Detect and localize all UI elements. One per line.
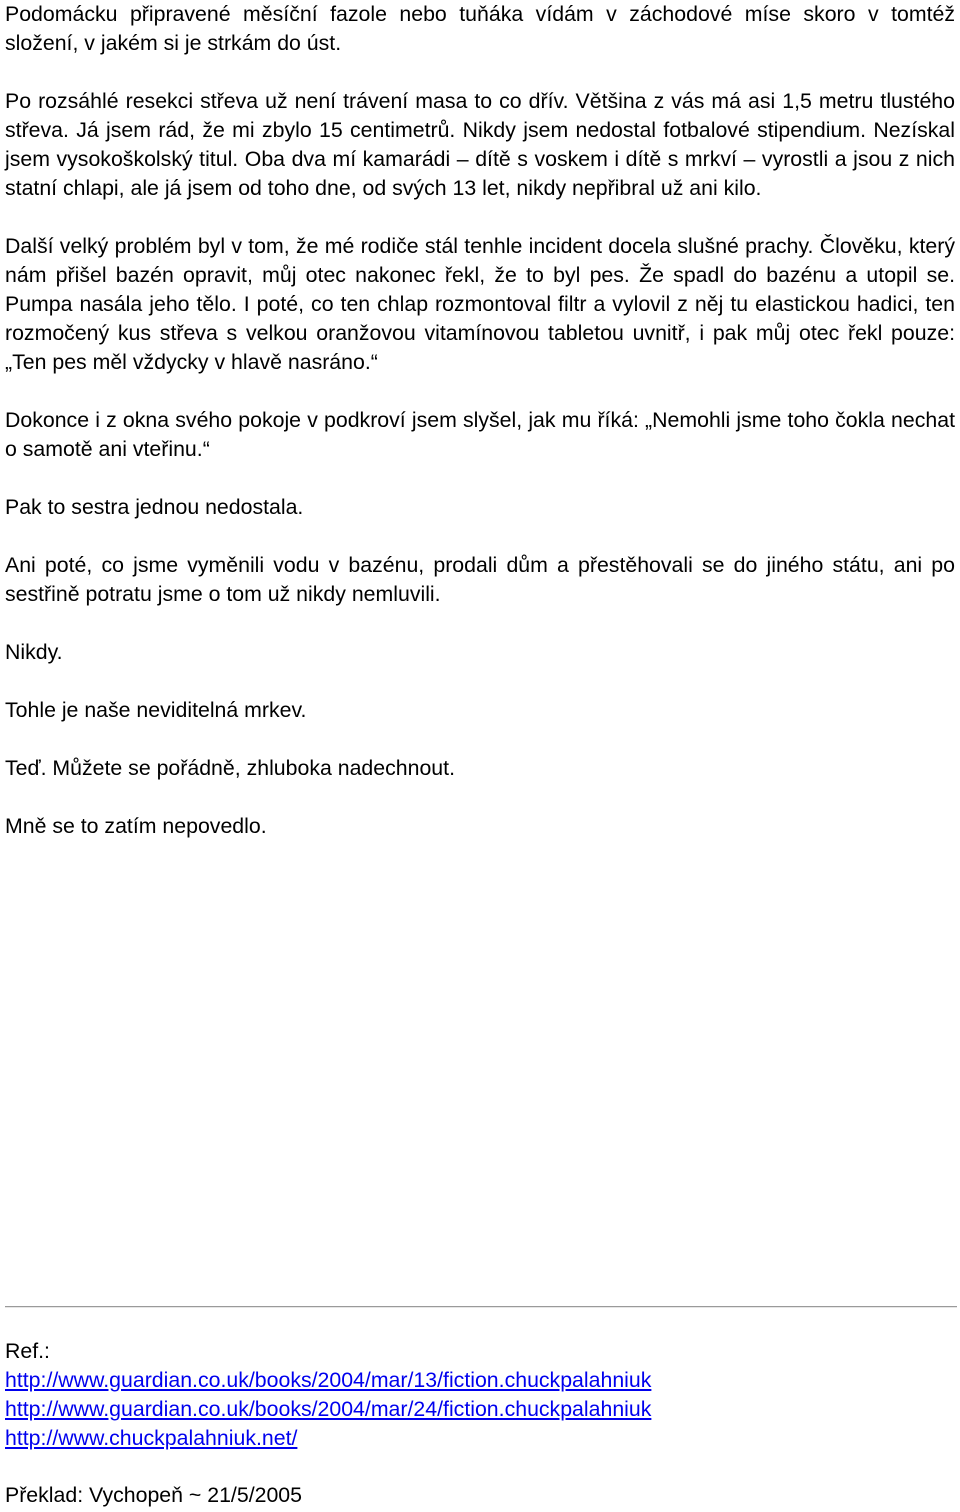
paragraph-bazen: Ani poté, co jsme vyměnili vodu v bazénu, prodali dům a přestěhovali se do jiného státu, ani po sestřině potratu jsme o tom už nikdy nemluvili. xyxy=(5,553,955,606)
reference-link-chuckpalahniuk[interactable]: http://www.chuckpalahniuk.net/ xyxy=(5,1426,298,1450)
paragraph-problem: Další velký problém byl v tom, že mé rodiče stál tenhle incident docela slušné prachy. Člověku, který nám přišel bazén opravit, můj otec nakonec řekl, že to byl pes. Že spadl do bazénu a utopil se. Pumpa nasála jeho tělo. I poté, co ten chlap rozmontoval filtr a vylovil z něj tu elastickou hadici, ten rozmočený kus střeva s velkou oranžovou vitamínovou tabletou uvnitř, i pak můj otec řekl pouze: „Ten pes měl vždycky v hlavě nasráno.“ xyxy=(5,234,955,374)
references-label: Ref.: xyxy=(5,1339,50,1363)
reference-link-guardian-mar13[interactable]: http://www.guardian.co.uk/books/2004/mar/13/fiction.chuckpalahniuk xyxy=(5,1368,652,1392)
paragraph-resekce: Po rozsáhlé resekci střeva už není trávení masa to co dřív. Většina z vás má asi 1,5 metru tlustého střeva. Já jsem rád, že mi zbylo 15 centimetrů. Nikdy jsem nedostal fotbalové stipendium. Nezískal jsem vysokoškolský titul. Oba dva mí kamarádi – dítě s voskem i dítě s mrkví – vyrostli a jsou z nich statní chlapi, ale já jsem od toho dne, od svých 13 let, nikdy nepřibral už ani kilo. xyxy=(5,89,955,200)
paragraph-gap xyxy=(5,377,955,406)
reference-link-guardian-mar24[interactable]: http://www.guardian.co.uk/books/2004/mar/24/fiction.chuckpalahniuk xyxy=(5,1397,652,1421)
paragraph-gap xyxy=(5,783,955,812)
paragraph-fazole: Podomácku připravené měsíční fazole nebo tuňáka vídám v záchodové míse skoro v tomtéž složení, v jakém si je strkám do úst. xyxy=(5,2,955,55)
paragraph-sestra: Pak to sestra jednou nedostala. xyxy=(5,495,304,519)
horizontal-divider xyxy=(5,1306,957,1307)
paragraph-mrkev: Tohle je naše neviditelná mrkev. xyxy=(5,698,307,722)
paragraph-gap xyxy=(5,667,955,696)
paragraph-podkrovi: Dokonce i z okna svého pokoje v podkroví jsem slyšel, jak mu říká: „Nemohli jsme toho čokla nechat o samotě ani vteřinu.“ xyxy=(5,408,955,461)
paragraph-gap xyxy=(5,58,955,87)
paragraph-gap xyxy=(5,522,955,551)
paragraph-gap xyxy=(5,725,955,754)
references-section xyxy=(5,1337,955,1453)
document-body xyxy=(5,0,955,841)
paragraph-nepovedlo: Mně se to zatím nepovedlo. xyxy=(5,814,267,838)
paragraph-gap xyxy=(5,609,955,638)
paragraph-nikdy: Nikdy. xyxy=(5,640,63,664)
paragraph-gap xyxy=(5,464,955,493)
translation-credit: Překlad: Vychopeň ~ 21/5/2005 xyxy=(5,1483,302,1507)
paragraph-gap xyxy=(5,203,955,232)
paragraph-nadechnout: Teď. Můžete se pořádně, zhluboka nadechnout. xyxy=(5,756,455,780)
